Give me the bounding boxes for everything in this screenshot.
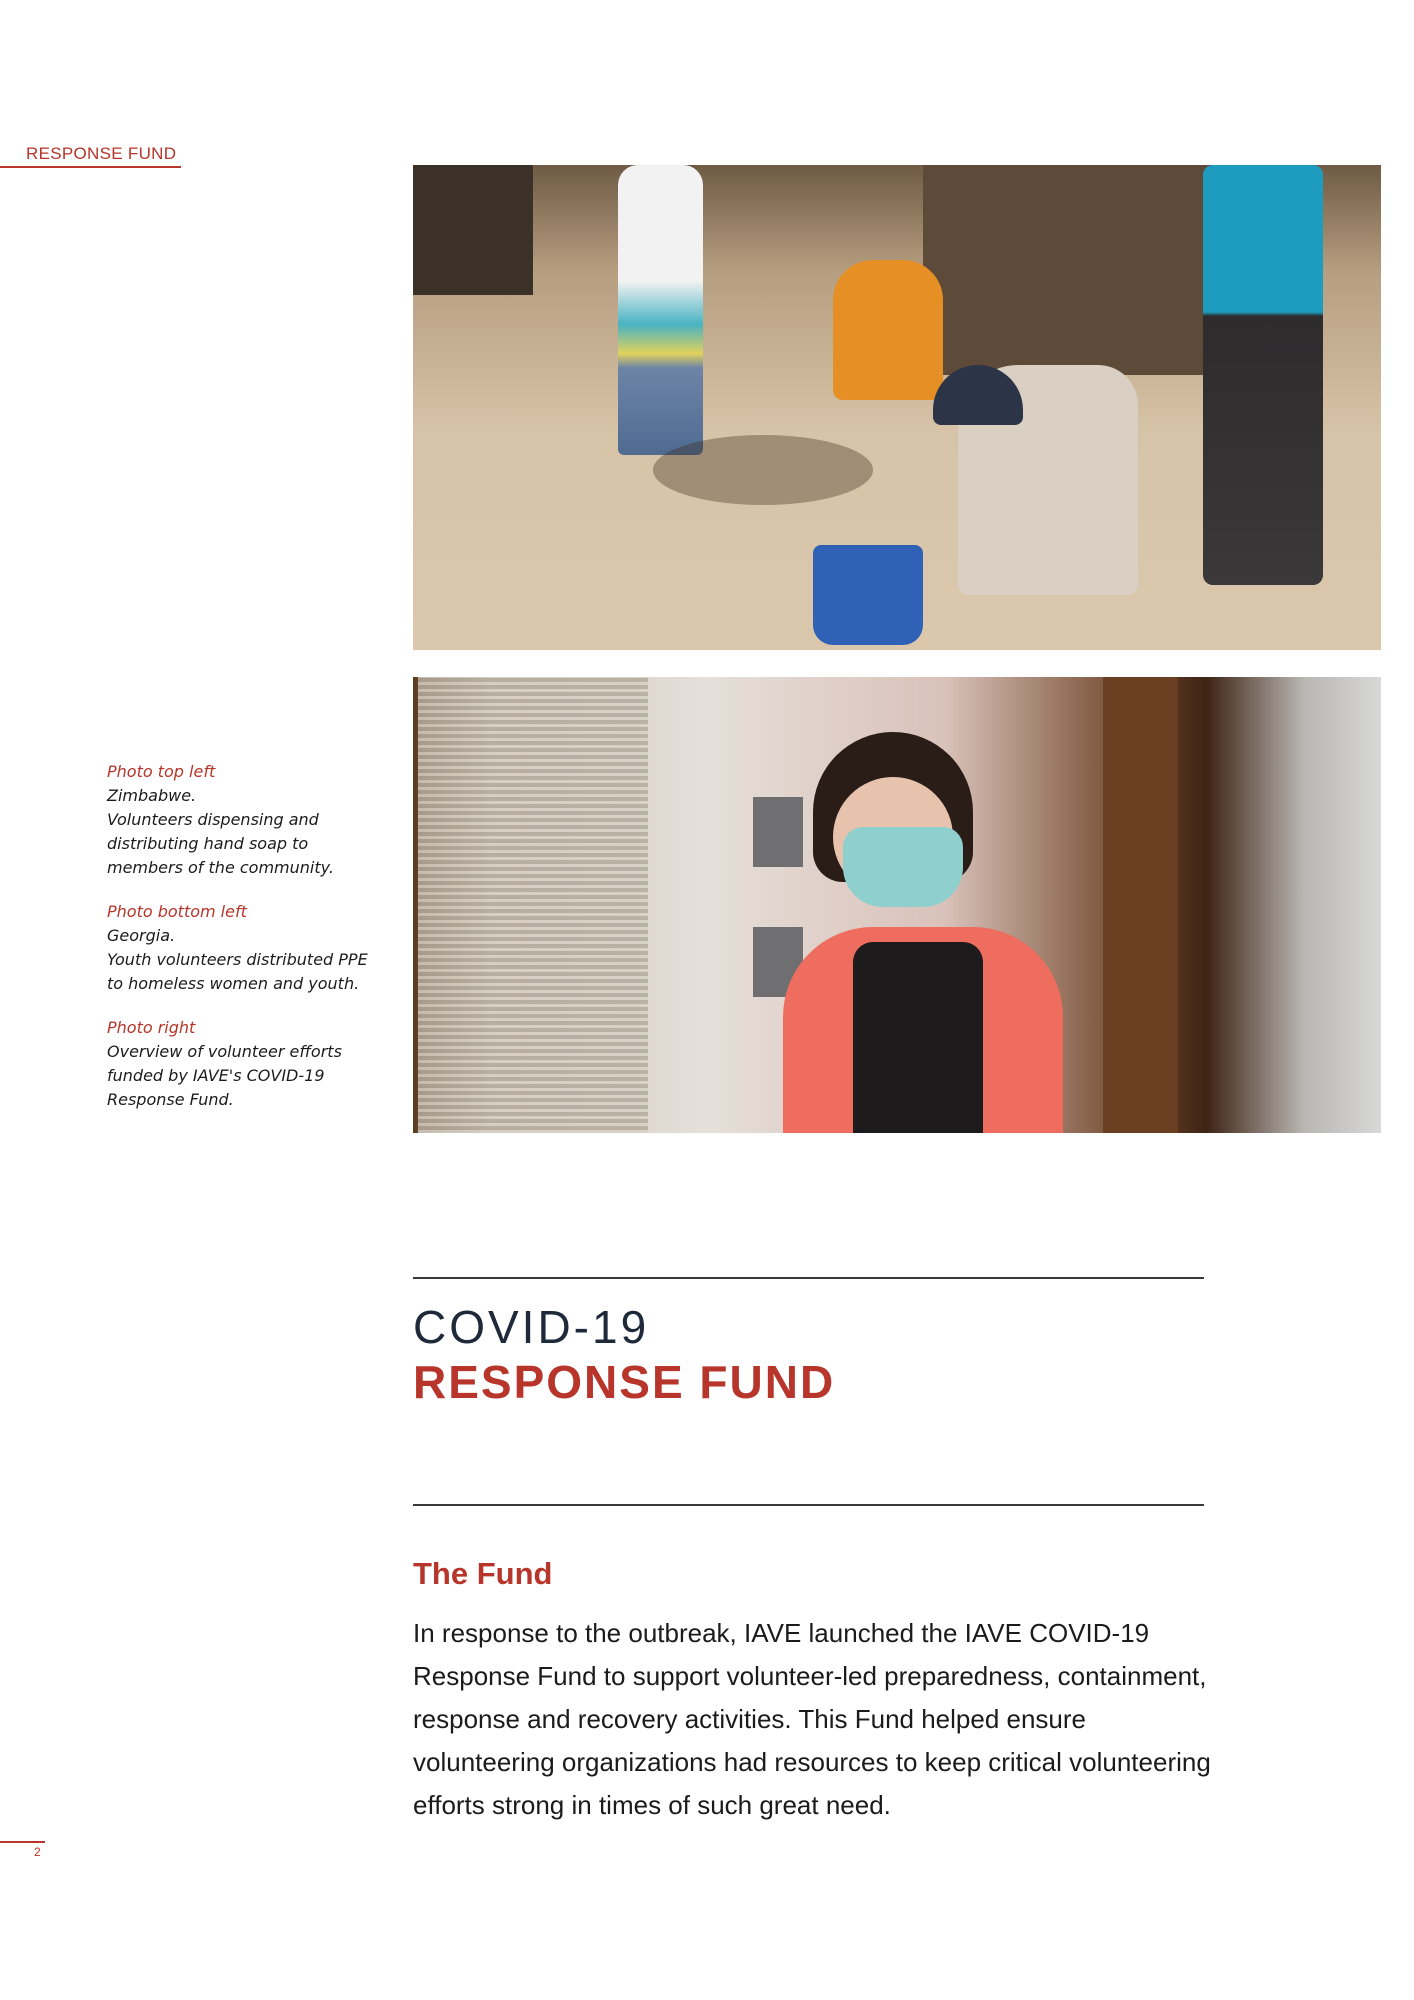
section-label: RESPONSE FUND xyxy=(26,144,177,163)
caption-right xyxy=(107,1016,397,1112)
caption-line: to homeless women and youth. xyxy=(107,974,360,993)
caption-top-left xyxy=(107,760,397,880)
section-heading: The Fund xyxy=(413,1556,553,1591)
photo-zimbabwe-volunteers xyxy=(413,165,1381,650)
page-title-line-1: COVID-19 xyxy=(413,1301,650,1353)
window-frame xyxy=(1103,677,1178,1133)
shadow xyxy=(653,435,873,505)
caption-title: Photo top left xyxy=(107,762,216,781)
section-body-text: In response to the outbreak, IAVE launched the IAVE COVID-19 Response Fund to support volunteer-led preparedness, containment, response and recovery activities. This Fund helped ensure volunteering organizations had resources to keep critical volunteering efforts strong in times of such great need. xyxy=(413,1618,1211,1820)
face-mask xyxy=(843,827,963,907)
caption-line: funded by IAVE's COVID-19 xyxy=(107,1066,325,1085)
curtain-net xyxy=(418,677,648,1133)
caption-line: Zimbabwe. xyxy=(107,786,197,805)
person-standing-white-tank xyxy=(618,165,703,455)
black-top xyxy=(853,942,983,1133)
caption-line: Response Fund. xyxy=(107,1090,234,1109)
person-sitting-orange xyxy=(833,260,943,400)
photo-georgia-volunteer xyxy=(413,677,1381,1133)
caption-title: Photo bottom left xyxy=(107,902,247,921)
page-title-line-2: RESPONSE FUND xyxy=(413,1356,836,1408)
title-rule-bottom xyxy=(413,1504,1204,1506)
caption-title: Photo right xyxy=(107,1018,196,1037)
building-windows xyxy=(753,797,803,867)
page-number-rule xyxy=(0,1841,45,1843)
photo-captions xyxy=(107,760,397,1132)
caption-line: members of the community. xyxy=(107,858,334,877)
caption-line: Georgia. xyxy=(107,926,176,945)
caption-line: distributing hand soap to xyxy=(107,834,309,853)
caption-line: Volunteers dispensing and xyxy=(107,810,319,829)
title-rule-top xyxy=(413,1277,1204,1279)
person-right-teal xyxy=(1203,165,1323,585)
caption-bottom-left xyxy=(107,900,397,996)
blue-bucket xyxy=(813,545,923,645)
section-label-underline xyxy=(0,166,181,168)
shed-left xyxy=(413,165,533,295)
caption-line: Overview of volunteer efforts xyxy=(107,1042,342,1061)
page-number: 2 xyxy=(34,1845,41,1859)
caption-line: Youth volunteers distributed PPE xyxy=(107,950,368,969)
